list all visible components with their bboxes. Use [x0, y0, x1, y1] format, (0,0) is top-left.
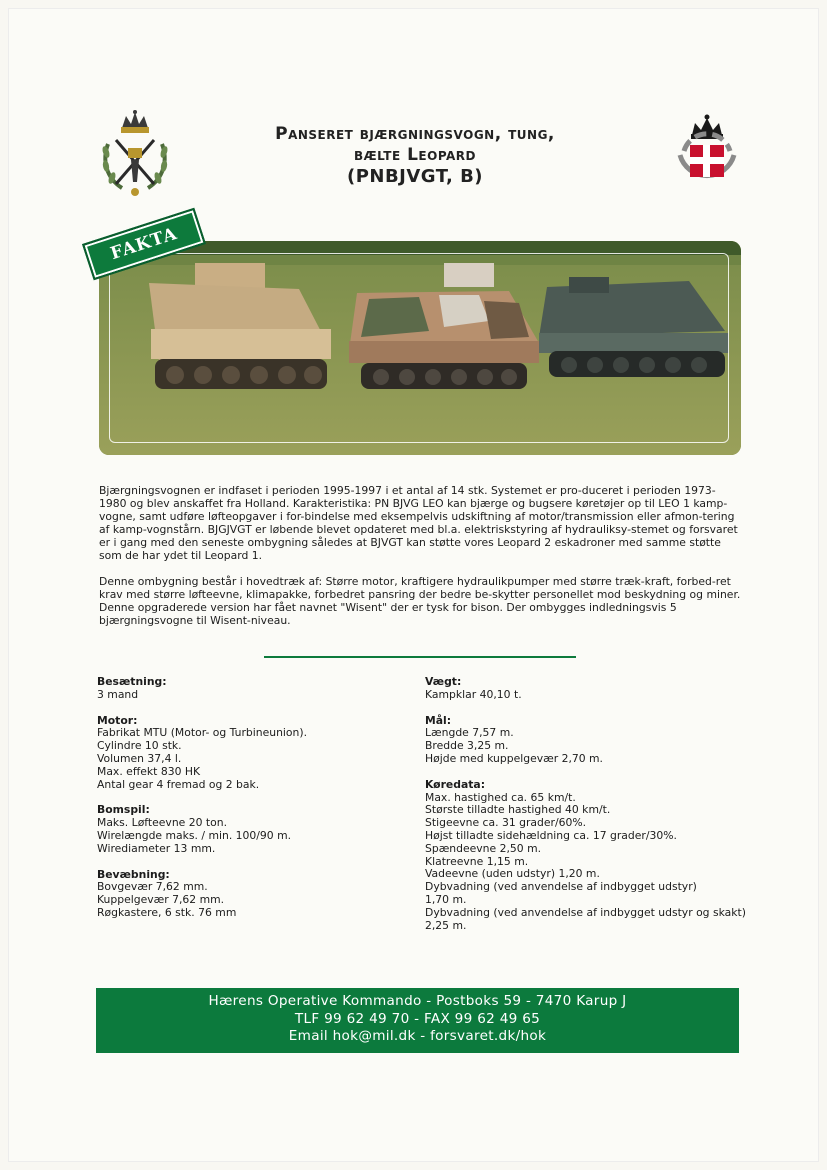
spec-line: Dybvadning (ved anvendelse af indbygget udstyr) [425, 880, 697, 894]
spec-heading: Besætning: [97, 675, 167, 688]
spec-section [97, 869, 397, 920]
spec-line: Volumen 37,4 l. [97, 751, 182, 765]
spec-line: Maks. Løfteevne 20 ton. [97, 816, 228, 830]
spec-line: Højst tilladte sidehældning ca. 17 grader/30%. [425, 828, 677, 842]
intro-text [99, 484, 741, 640]
page-title [190, 124, 640, 187]
spec-line: Røgkastere, 6 stk. 76 mm [97, 905, 237, 919]
spec-line: Højde med kuppelgevær 2,70 m. [425, 751, 603, 765]
spec-section [425, 715, 755, 766]
spec-heading: Motor: [97, 713, 138, 727]
intro-paragraph-2: Denne ombygning består i hovedtræk af: Større motor, kraftigere hydraulikpumper med større træk-kraft, forbed-ret krav med større løfteevne, klimapakke, forbedret pansring der bedre be-skytter personellet mod beskydning og miner. Denne opgraderede version har fået navnet "Wisent" der er tysk for bison. Der ombygges indledningsvis 5 bjærgningsvogne til Wisent-niveau. [99, 575, 741, 627]
spec-line: Bovgevær 7,62 mm. [97, 880, 208, 894]
spec-heading: Bomspil: [97, 803, 150, 817]
spec-line: Længde 7,57 m. [425, 726, 514, 740]
spec-line: 1,70 m. [425, 892, 467, 906]
spec-section [97, 676, 397, 702]
footer-email: Email hok@mil.dk - forsvaret.dk/hok [288, 1028, 547, 1044]
specs-left-column [97, 676, 397, 933]
danish-defence-emblem-icon [674, 113, 740, 195]
spec-line: Spændeevne 2,50 m. [425, 841, 542, 855]
vehicle-photo [99, 241, 741, 455]
spec-section [97, 715, 397, 792]
spec-line: Kampklar 40,10 t. [425, 687, 522, 701]
footer-address: Hærens Operative Kommando - Postboks 59 - 7470 Karup J [208, 993, 627, 1009]
contact-footer [96, 988, 739, 1053]
spec-line: Cylindre 10 stk. [97, 739, 182, 753]
spec-line: Største tilladte hastighed 40 km/t. [425, 803, 611, 817]
section-divider [264, 656, 576, 658]
spec-line: Fabrikat MTU (Motor- og Turbineunion). [97, 726, 308, 740]
spec-line: Max. hastighed ca. 65 km/t. [425, 790, 576, 804]
spec-section [97, 804, 397, 855]
spec-heading: Bevæbning: [97, 867, 170, 881]
spec-heading: Vægt: [425, 675, 462, 688]
fakta-label: FAKTA [108, 223, 180, 265]
title-line-2: bælte Leopard [353, 145, 477, 165]
army-emblem-icon [98, 108, 172, 200]
spec-section [425, 676, 755, 702]
spec-section [425, 779, 755, 933]
spec-line: Klatreevne 1,15 m. [425, 854, 529, 868]
spec-line: 2,25 m. [425, 918, 467, 932]
spec-line: Antal gear 4 fremad og 2 bak. [97, 777, 260, 791]
spec-line: Wirediameter 13 mm. [97, 841, 216, 855]
spec-line: Vadeevne (uden udstyr) 1,20 m. [425, 867, 600, 881]
spec-line: Max. effekt 830 HK [97, 764, 201, 778]
spec-heading: Køredata: [425, 777, 486, 791]
spec-line: Stigeevne ca. 31 grader/60%. [425, 816, 587, 830]
intro-paragraph-1: Bjærgningsvognen er indfaset i perioden 1995-1997 i et antal af 14 stk. Systemet er pro-duceret i perioden 1973-1980 og blev anskaffet fra Holland. Karakteristika: PN BJVG LEO kan bjærge og bugsere køretøjer op til LEO 1 kamp-vogne, samt udføre løfteopgaver i for-bindelse med eksempelvis udskiftning af motor/transmission eller afmon-tering af kamp-vognstårn. BJGJVGT er løbende blevet opdateret med bl.a. elektriskstyring af hydrauliksy-stemet og forsvaret er i gang med den seneste ombygning således at BJVGT kan støtte vores Leopard 2 eskadroner med samme støtte som de har ydet til Leopard 1. [99, 484, 738, 562]
spec-line: 3 mand [97, 687, 139, 701]
spec-line: Kuppelgevær 7,62 mm. [97, 893, 225, 907]
specs-right-column [425, 676, 755, 945]
spec-line: Bredde 3,25 m. [425, 739, 509, 753]
spec-heading: Mål: [425, 713, 452, 727]
title-line-3: (PNBJVGT, B) [346, 166, 484, 187]
title-line-1: Panseret bjærgningsvogn, tung, [275, 124, 555, 144]
spec-line: Dybvadning (ved anvendelse af indbygget udstyr og skakt) [425, 905, 746, 919]
footer-phone: TLF 99 62 49 70 - FAX 99 62 49 65 [294, 1010, 541, 1027]
photo-frame [109, 253, 729, 443]
spec-line: Wirelængde maks. / min. 100/90 m. [97, 828, 292, 842]
